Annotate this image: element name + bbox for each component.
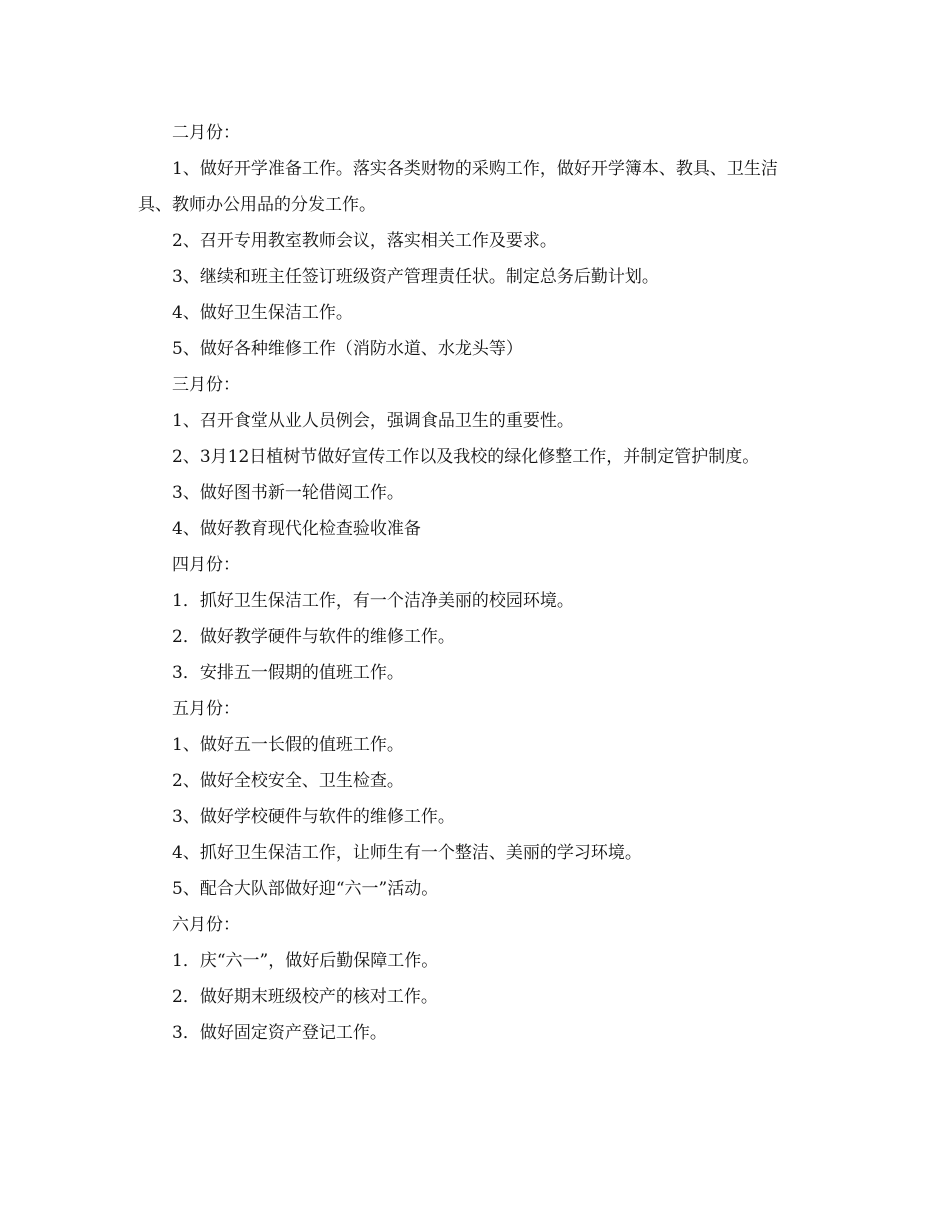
list-item: 1．庆“六一”，做好后勤保障工作。 bbox=[172, 951, 439, 971]
list-item: 5、做好各种维修工作（消防水道、水龙头等） bbox=[172, 339, 523, 359]
list-item: 2．做好期末班级校产的核对工作。 bbox=[172, 987, 438, 1007]
list-item: 2．做好教学硬件与软件的维修工作。 bbox=[172, 627, 455, 647]
list-item: 5、配合大队部做好迎“六一”活动。 bbox=[172, 879, 439, 899]
list-item: 3．做好固定资产登记工作。 bbox=[172, 1023, 387, 1043]
list-item: 2、做好全校安全、卫生检查。 bbox=[172, 771, 404, 791]
heading-june: 六月份： bbox=[172, 915, 240, 935]
heading-april: 四月份： bbox=[172, 555, 240, 575]
list-item: 2、召开专用教室教师会议，落实相关工作及要求。 bbox=[172, 231, 557, 251]
list-item: 2、3月12日植树节做好宣传工作以及我校的绿化修整工作，并制定管护制度。 bbox=[172, 447, 760, 467]
list-item: 1、做好五一长假的值班工作。 bbox=[172, 735, 404, 755]
list-item: 1、召开食堂从业人员例会，强调食品卫生的重要性。 bbox=[172, 411, 574, 431]
list-item: 3、做好学校硬件与软件的维修工作。 bbox=[172, 807, 455, 827]
list-item: 4、抓好卫生保洁工作，让师生有一个整洁、美丽的学习环境。 bbox=[172, 843, 642, 863]
list-item: 4、做好卫生保洁工作。 bbox=[172, 303, 353, 323]
list-item: 1、做好开学准备工作。落实各类财物的采购工作，做好开学簿本、教具、卫生洁具、教师办公用品的分发工作。 bbox=[138, 159, 778, 215]
heading-february: 二月份： bbox=[172, 123, 240, 143]
list-item: 3、做好图书新一轮借阅工作。 bbox=[172, 483, 404, 503]
heading-march: 三月份： bbox=[172, 375, 240, 395]
list-item: 3、继续和班主任签订班级资产管理责任状。制定总务后勤计划。 bbox=[172, 267, 659, 287]
list-item: 4、做好教育现代化检查验收准备 bbox=[172, 519, 421, 539]
document-body bbox=[138, 115, 808, 1051]
list-item: 3．安排五一假期的值班工作。 bbox=[172, 663, 404, 683]
list-item: 1．抓好卫生保洁工作，有一个洁净美丽的校园环境。 bbox=[172, 591, 574, 611]
heading-may: 五月份： bbox=[172, 699, 240, 719]
